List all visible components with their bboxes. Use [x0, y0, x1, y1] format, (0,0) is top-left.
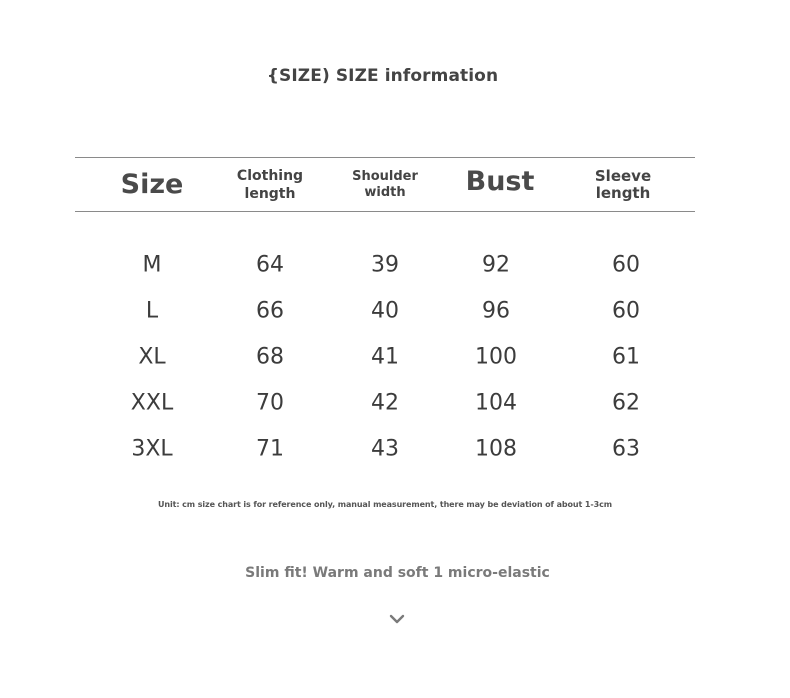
cell-clothing-length: 68 [256, 344, 284, 370]
cell-size: XXL [130, 390, 174, 416]
header-clothing-length: Clothing length [236, 167, 304, 202]
cell-shoulder-width: 39 [371, 252, 399, 278]
cell-sleeve-length: 60 [612, 252, 640, 278]
fit-tagline: Slim fit! Warm and soft 1 micro-elastic [245, 565, 550, 581]
cell-bust: 100 [475, 344, 517, 370]
cell-bust: 108 [475, 436, 517, 462]
header-sleeve-length: Sleeve length [594, 166, 652, 202]
cell-size: 3XL [131, 436, 173, 462]
cell-bust: 96 [482, 298, 510, 324]
measurement-note: Unit: cm size chart is for reference only, manual measurement, there may be deviation of about 1-3cm [158, 500, 612, 509]
cell-size: M [142, 252, 162, 278]
table-header-divider [75, 211, 695, 212]
cell-clothing-length: 71 [256, 436, 284, 462]
page-title: {SIZE) SIZE information [266, 66, 499, 86]
cell-size: XL [138, 344, 166, 370]
cell-bust: 92 [482, 252, 510, 278]
header-shoulder-width: Shoulder width [352, 168, 418, 200]
header-size: Size [120, 169, 184, 200]
cell-size: L [145, 298, 159, 324]
cell-sleeve-length: 60 [612, 298, 640, 324]
cell-bust: 104 [475, 390, 517, 416]
cell-clothing-length: 70 [256, 390, 284, 416]
cell-shoulder-width: 40 [371, 298, 399, 324]
header-bust: Bust [465, 166, 535, 197]
cell-sleeve-length: 62 [612, 390, 640, 416]
chevron-down-icon[interactable] [389, 612, 405, 626]
cell-sleeve-length: 63 [612, 436, 640, 462]
cell-shoulder-width: 43 [371, 436, 399, 462]
cell-sleeve-length: 61 [612, 344, 640, 370]
cell-shoulder-width: 41 [371, 344, 399, 370]
cell-clothing-length: 66 [256, 298, 284, 324]
cell-shoulder-width: 42 [371, 390, 399, 416]
cell-clothing-length: 64 [256, 252, 284, 278]
